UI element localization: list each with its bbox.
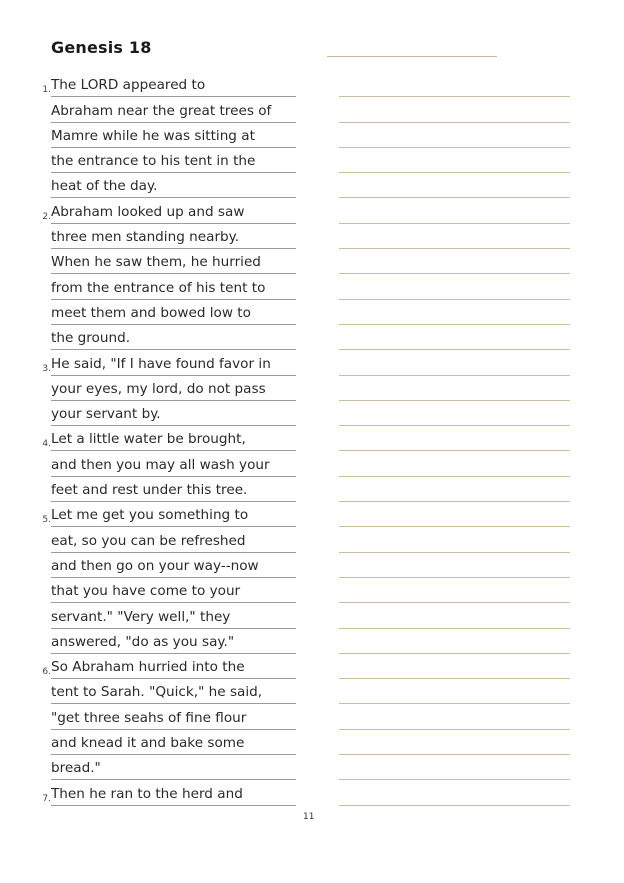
handwriting-line xyxy=(339,477,570,502)
verse-text: Let a little water be brought, xyxy=(51,428,296,451)
verse-line xyxy=(38,451,296,476)
verse-number: 6. xyxy=(42,667,51,678)
verse-text: "get three seahs of fine flour xyxy=(51,707,296,730)
handwriting-line xyxy=(339,198,570,223)
verse-line xyxy=(38,477,296,502)
verse-text: feet and rest under this tree. xyxy=(51,479,296,502)
verse-line xyxy=(38,654,296,679)
handwriting-line xyxy=(339,603,570,628)
handwriting-line xyxy=(339,350,570,375)
verse-text: your servant by. xyxy=(51,403,296,426)
handwriting-line xyxy=(339,654,570,679)
verse-text: Abraham near the great trees of xyxy=(51,100,296,123)
verse-text: answered, "do as you say." xyxy=(51,631,296,654)
handwriting-line xyxy=(339,629,570,654)
verse-text: He said, "If I have found favor in xyxy=(51,353,296,376)
verse-text: that you have come to your xyxy=(51,580,296,603)
handwriting-line xyxy=(339,173,570,198)
handwriting-line xyxy=(339,325,570,350)
scripture-text-column xyxy=(38,72,296,806)
verse-text: The LORD appeared to xyxy=(51,74,296,97)
verse-line xyxy=(38,148,296,173)
verse-text: the ground. xyxy=(51,327,296,350)
verse-line xyxy=(38,123,296,148)
verse-line xyxy=(38,553,296,578)
handwriting-line xyxy=(339,578,570,603)
verse-number: 3. xyxy=(42,363,51,374)
verse-line xyxy=(38,97,296,122)
handwriting-line xyxy=(339,780,570,805)
handwriting-line xyxy=(339,553,570,578)
verse-line xyxy=(38,629,296,654)
verse-text: three men standing nearby. xyxy=(51,226,296,249)
handwriting-line xyxy=(339,704,570,729)
handwriting-line xyxy=(339,527,570,552)
verse-line xyxy=(38,274,296,299)
verse-text: and knead it and bake some xyxy=(51,732,296,755)
verse-text: eat, so you can be refreshed xyxy=(51,530,296,553)
handwriting-line xyxy=(339,451,570,476)
title-writing-line xyxy=(327,56,497,57)
verse-line xyxy=(38,325,296,350)
page-number: 11 xyxy=(303,812,315,822)
verse-line xyxy=(38,780,296,805)
handwriting-line xyxy=(339,755,570,780)
handwriting-line xyxy=(339,274,570,299)
verse-line xyxy=(38,578,296,603)
verse-line xyxy=(38,401,296,426)
verse-line xyxy=(38,527,296,552)
handwriting-line xyxy=(339,224,570,249)
verse-line xyxy=(38,679,296,704)
verse-line xyxy=(38,755,296,780)
verse-text: from the entrance of his tent to xyxy=(51,277,296,300)
verse-line xyxy=(38,350,296,375)
verse-line xyxy=(38,72,296,97)
handwriting-line xyxy=(339,249,570,274)
verse-text: bread." xyxy=(51,757,296,780)
verse-line xyxy=(38,249,296,274)
writing-lines-column xyxy=(339,72,570,806)
handwriting-line xyxy=(339,401,570,426)
verse-number: 4. xyxy=(42,439,51,450)
page-title: Genesis 18 xyxy=(51,38,152,57)
verse-line xyxy=(38,300,296,325)
verse-line xyxy=(38,730,296,755)
verse-text: the entrance to his tent in the xyxy=(51,150,296,173)
verse-text: tent to Sarah. "Quick," he said, xyxy=(51,681,296,704)
verse-line xyxy=(38,198,296,223)
verse-line xyxy=(38,426,296,451)
verse-number: 5. xyxy=(42,515,51,526)
verse-text: So Abraham hurried into the xyxy=(51,656,296,679)
handwriting-line xyxy=(339,148,570,173)
handwriting-line xyxy=(339,72,570,97)
verse-text: your eyes, my lord, do not pass xyxy=(51,378,296,401)
handwriting-line xyxy=(339,502,570,527)
verse-text: servant." "Very well," they xyxy=(51,606,296,629)
handwriting-line xyxy=(339,376,570,401)
verse-line xyxy=(38,173,296,198)
handwriting-line xyxy=(339,97,570,122)
verse-text: When he saw them, he hurried xyxy=(51,251,296,274)
verse-text: meet them and bowed low to xyxy=(51,302,296,325)
verse-text: heat of the day. xyxy=(51,175,296,198)
verse-number: 2. xyxy=(42,211,51,222)
verse-line xyxy=(38,603,296,628)
verse-text: Mamre while he was sitting at xyxy=(51,125,296,148)
verse-text: Abraham looked up and saw xyxy=(51,201,296,224)
verse-text: Let me get you something to xyxy=(51,504,296,527)
verse-line xyxy=(38,502,296,527)
handwriting-line xyxy=(339,426,570,451)
verse-number: 1. xyxy=(42,85,51,96)
verse-text: and then go on your way--now xyxy=(51,555,296,578)
verse-line xyxy=(38,224,296,249)
handwriting-line xyxy=(339,300,570,325)
verse-text: and then you may all wash your xyxy=(51,454,296,477)
handwriting-line xyxy=(339,679,570,704)
verse-line xyxy=(38,704,296,729)
handwriting-line xyxy=(339,730,570,755)
verse-number: 7. xyxy=(42,793,51,804)
verse-text: Then he ran to the herd and xyxy=(51,783,296,806)
handwriting-line xyxy=(339,123,570,148)
verse-line xyxy=(38,376,296,401)
